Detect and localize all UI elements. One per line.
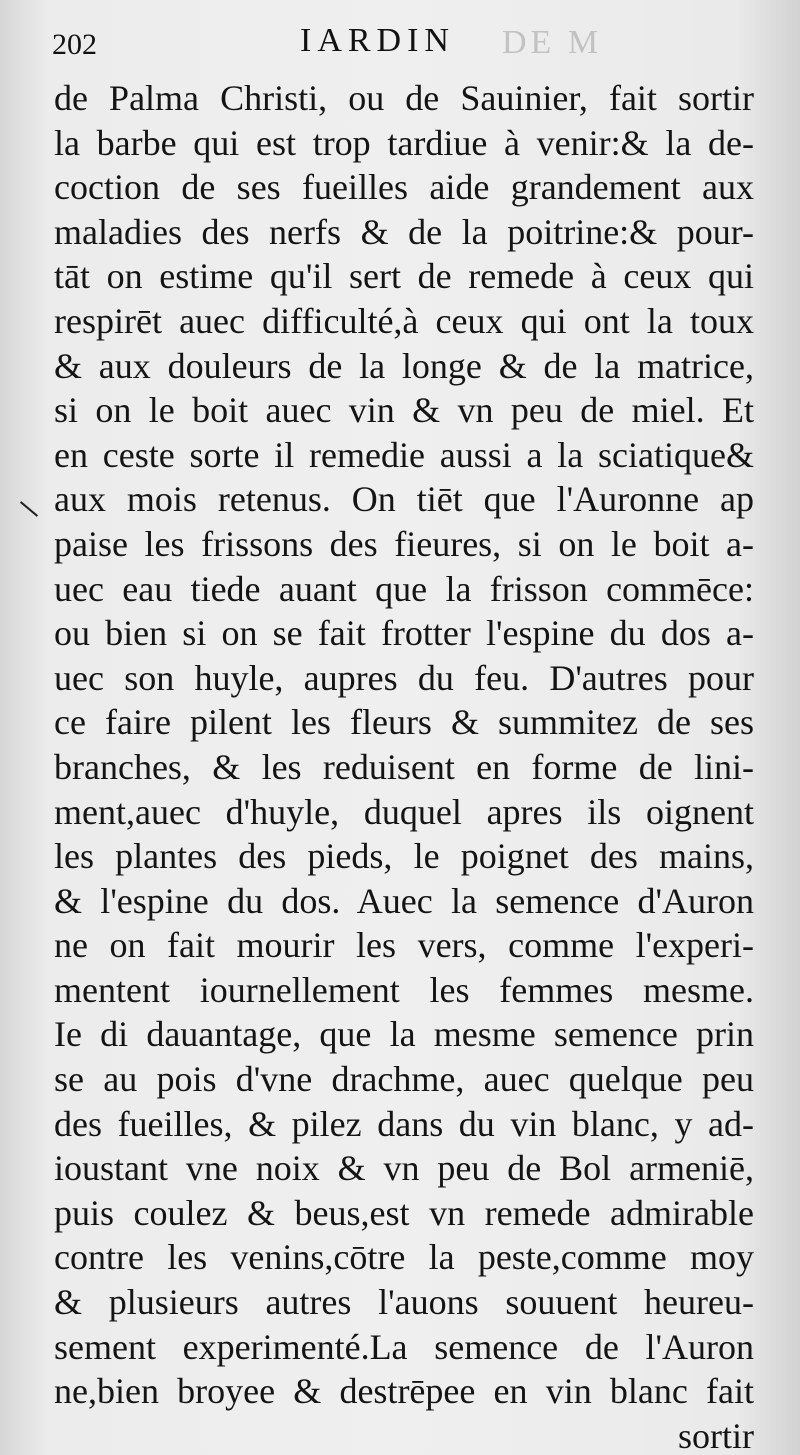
text-line: ment,auec d'huyle, duquel apres ils oignent — [54, 791, 754, 832]
text-line: & aux douleurs de la longe & de la matrice, — [54, 345, 754, 386]
text-line: uec eau tiede auant que la frisson commēce: — [54, 568, 754, 609]
text-line: ce faire pilent les fleurs & summitez de ses — [54, 702, 754, 743]
text-line: si on le boit auec vin & vn peu de miel. Et — [54, 390, 754, 431]
margin-mark — [20, 501, 38, 517]
text-line: ne on fait mourir les vers, comme l'experi- — [54, 925, 754, 966]
text-line: ne,bien broyee & destrēpee en vin blanc fait — [54, 1371, 754, 1412]
text-line: se au pois d'vne drachme, auec quelque peu — [54, 1059, 754, 1100]
text-line: paise les frissons des fieures, si on le boit a- — [54, 523, 754, 564]
text-line: & l'espine du dos. Auec la semence d'Auron — [54, 880, 754, 921]
body-text — [54, 76, 754, 1455]
text-line: les plantes des pieds, le poignet des mains, — [54, 836, 754, 877]
text-line: coction de ses fueilles aide grandement aux — [54, 167, 754, 208]
text-line: & plusieurs autres l'auons souuent heureu- — [54, 1282, 754, 1323]
text-line: en ceste sorte il remedie aussi a la sciatique& — [54, 434, 754, 475]
page-header — [0, 18, 800, 68]
text-line: ou bien si on se fait frotter l'espine du dos a- — [54, 613, 754, 654]
text-line: aux mois retenus. On tiēt que l'Auronne ap — [54, 479, 754, 520]
text-line: des fueilles, & pilez dans du vin blanc, y ad- — [54, 1103, 754, 1144]
text-line: puis coulez & beus,est vn remede admirable — [54, 1192, 754, 1233]
text-line: sement experimenté.La semence de l'Auron — [54, 1326, 754, 1367]
text-line: la barbe qui est trop tardiue à venir:& la de- — [54, 122, 754, 163]
text-line: tāt on estime qu'il sert de remede à ceux qui — [54, 256, 754, 297]
running-head: IARDIN — [300, 22, 455, 59]
text-line: uec son huyle, aupres du feu. D'autres pour — [54, 657, 754, 698]
text-line: respirēt auec difficulté,à ceux qui ont la toux — [54, 300, 754, 341]
bleed-through-text: DE M — [502, 24, 603, 61]
text-line: mentent iournellement les femmes mesme. — [54, 969, 754, 1010]
text-line: maladies des nerfs & de la poitrine:& pour- — [54, 211, 754, 252]
catchword: sortir — [678, 1415, 754, 1455]
page-number: 202 — [52, 28, 97, 61]
text-line: ioustant vne noix & vn peu de Bol armeniē, — [54, 1148, 754, 1189]
text-line: branches, & les reduisent en forme de lini- — [54, 746, 754, 787]
text-line: contre les venins,cōtre la peste,comme moy — [54, 1237, 754, 1278]
text-line: Ie di dauantage, que la mesme semence prin — [54, 1014, 754, 1055]
text-line: de Palma Christi, ou de Sauinier, fait sortir — [54, 78, 754, 118]
